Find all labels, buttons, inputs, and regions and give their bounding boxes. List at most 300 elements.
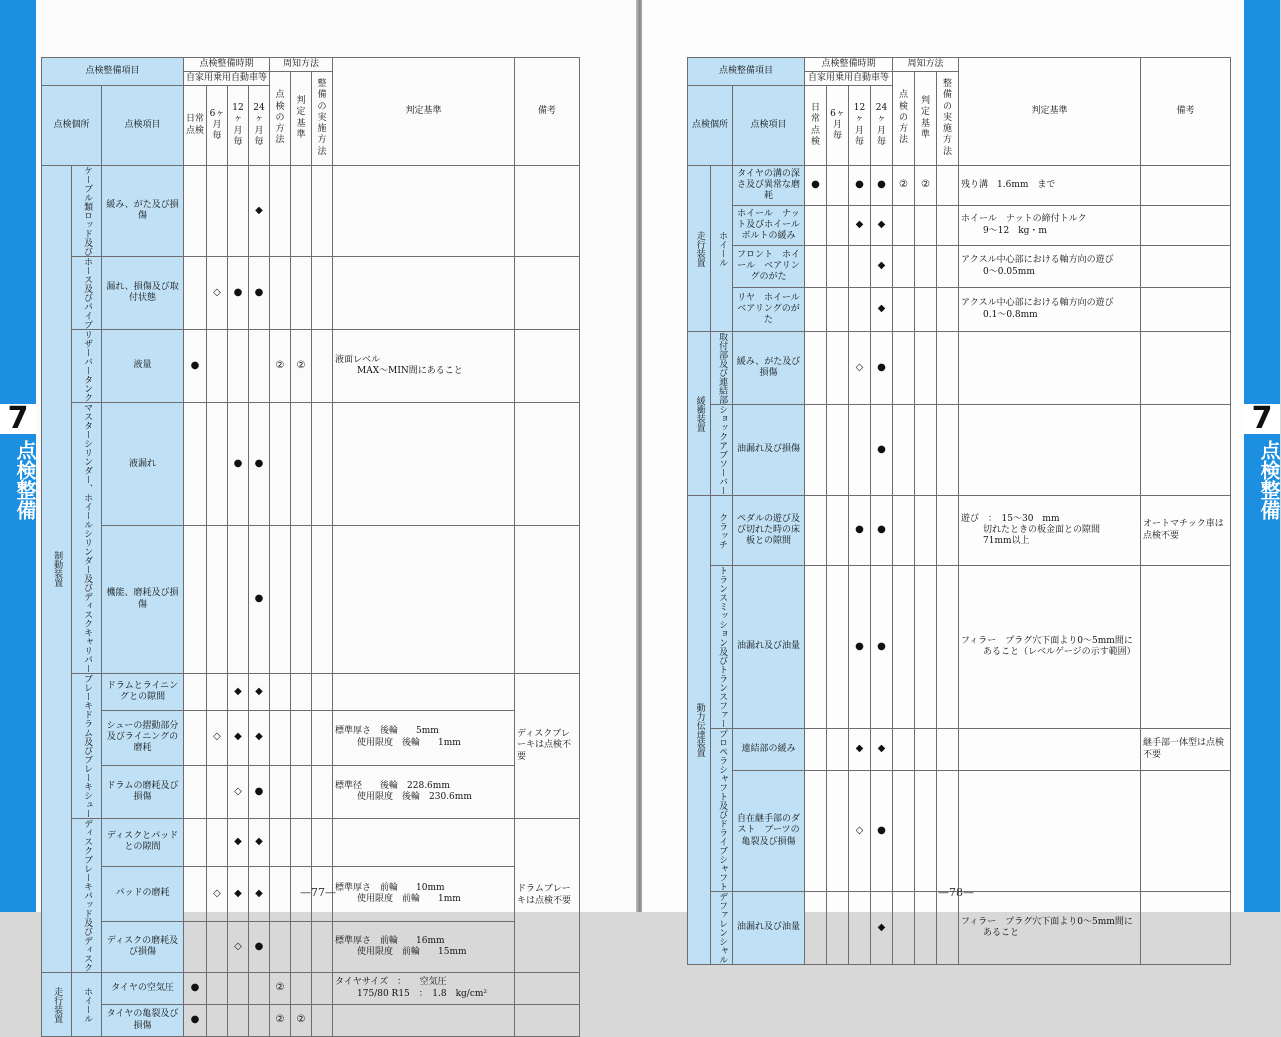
table-row	[42, 330, 580, 403]
table-row	[42, 526, 580, 674]
criteria-cell	[333, 765, 515, 818]
mark-m3	[312, 674, 333, 711]
mark-m3	[312, 765, 333, 818]
header-24months: 24ヶ月毎	[249, 86, 270, 166]
check-item: シューの摺動部分及びライニングの磨耗	[102, 710, 184, 765]
criteria-line: 標準厚さ 前輪 16mm	[335, 935, 445, 946]
mark-daily	[805, 332, 827, 405]
mark-m24: ●	[249, 921, 270, 972]
check-item: リヤ ホイール ベアリングのがた	[733, 288, 805, 332]
mark-m6	[827, 405, 849, 496]
table-row	[42, 403, 580, 526]
group-drum: ブレーキドラム及びブレーキシュー	[72, 674, 102, 819]
system-suspension: 緩衝装置	[688, 332, 711, 496]
table-row	[688, 166, 1231, 206]
system-running: 走行装置	[42, 973, 72, 1037]
mark-m24	[249, 330, 270, 403]
mark-m3	[937, 288, 959, 332]
remark-cell	[1141, 566, 1231, 729]
criteria-cell	[959, 566, 1141, 729]
mark-m24: ●	[249, 526, 270, 674]
mark-m2	[915, 288, 937, 332]
header-6months-right: 6ヶ月毎	[827, 86, 849, 166]
header-12months-right: 12ヶ月毎	[849, 86, 871, 166]
mark-m6: ◇	[207, 866, 228, 921]
mark-m2: ②	[915, 166, 937, 206]
table-row	[42, 674, 580, 711]
criteria-cell	[959, 729, 1141, 771]
mark-m12: ◆	[849, 729, 871, 771]
mark-m24: ◆	[871, 246, 893, 288]
mark-daily	[805, 496, 827, 566]
mark-m1: ②	[893, 166, 915, 206]
criteria-line: 残り溝 1.6mm まで	[961, 179, 1056, 190]
mark-m12	[228, 973, 249, 1005]
mark-m2	[915, 496, 937, 566]
check-item: タイヤの亀裂及び損傷	[102, 1005, 184, 1037]
mark-m24: ◆	[871, 892, 893, 965]
mark-m12	[228, 526, 249, 674]
mark-daily	[805, 771, 827, 892]
remark-cell	[1141, 892, 1231, 965]
mark-m1	[893, 405, 915, 496]
mark-m1	[270, 403, 291, 526]
chapter-number: 7	[0, 404, 36, 434]
header-remarks: 備考	[515, 58, 580, 166]
mark-m6	[207, 921, 228, 972]
header-criteria-method: 判定基準	[291, 72, 312, 166]
mark-m6	[827, 892, 849, 965]
mark-daily	[184, 819, 207, 867]
mark-m2	[291, 526, 312, 674]
mark-m6	[827, 566, 849, 729]
check-item: 自在継手部のダスト ブーツの亀裂及び損傷	[733, 771, 805, 892]
criteria-cell	[333, 403, 515, 526]
mark-m3	[937, 771, 959, 892]
group-transmission: トランスミッション及びトランスファー	[711, 566, 733, 729]
mark-m1	[270, 765, 291, 818]
mark-m2	[915, 892, 937, 965]
check-item: 緩み、がた及び損傷	[733, 332, 805, 405]
mark-m1	[893, 566, 915, 729]
mark-m12	[849, 892, 871, 965]
mark-m3	[937, 405, 959, 496]
mark-m12	[849, 246, 871, 288]
criteria-line: 切れたときの板金面との隙間	[983, 524, 1101, 535]
mark-m3	[312, 403, 333, 526]
mark-m3	[937, 496, 959, 566]
mark-m24: ◆	[871, 729, 893, 771]
criteria-cell	[959, 246, 1141, 288]
mark-m24	[249, 973, 270, 1005]
mark-m6	[207, 166, 228, 257]
mark-m12: ◆	[228, 866, 249, 921]
criteria-line: 使用限度 前輪 15mm	[357, 946, 467, 957]
mark-m24: ●	[871, 771, 893, 892]
header-check-item-right: 点検項目	[733, 86, 805, 166]
remark-cell	[515, 1005, 580, 1037]
mark-m3	[937, 246, 959, 288]
check-item: パッドの磨耗	[102, 866, 184, 921]
header-daily: 日常点検	[184, 86, 207, 166]
remark-cell	[515, 257, 580, 330]
criteria-cell	[333, 866, 515, 921]
mark-m2	[291, 166, 312, 257]
mark-m2	[915, 332, 937, 405]
page-number-left: —77—	[300, 886, 336, 899]
chapter-title-right: 点検整備	[1257, 440, 1281, 520]
remark-cell: ディスクブレーキは点検不要	[515, 674, 580, 819]
criteria-line: 0.1～0.8mm	[983, 309, 1038, 320]
mark-m1	[893, 496, 915, 566]
mark-m24: ◆	[871, 288, 893, 332]
remark-cell	[515, 526, 580, 674]
criteria-cell	[333, 921, 515, 972]
mark-m3	[312, 166, 333, 257]
mark-m3	[312, 330, 333, 403]
mark-m12: ◆	[849, 206, 871, 246]
mark-m3	[312, 526, 333, 674]
table-row	[42, 921, 580, 972]
table-row	[42, 1005, 580, 1037]
mark-m3	[937, 166, 959, 206]
mark-m1	[270, 526, 291, 674]
chapter-tab-right	[1244, 0, 1280, 912]
group-disc: ディスクブレーキパッド及びディスク	[72, 819, 102, 973]
mark-m12: ◇	[849, 332, 871, 405]
mark-m6	[207, 819, 228, 867]
header-item-group-right: 点検整備項目	[688, 58, 805, 86]
mark-m12: ●	[849, 566, 871, 729]
mark-m2	[915, 771, 937, 892]
header-period-group-right: 点検整備時期	[805, 58, 893, 72]
remark-cell: ドラムブレーキは点検不要	[515, 819, 580, 973]
mark-m6	[827, 771, 849, 892]
group-reservoir: リザーバータンク	[72, 330, 102, 403]
header-service-method-right: 整備の実施方法	[937, 72, 959, 166]
mark-daily	[184, 526, 207, 674]
mark-m1	[893, 206, 915, 246]
mark-m1	[893, 892, 915, 965]
mark-m12: ●	[228, 257, 249, 330]
chapter-tab-left	[0, 0, 36, 912]
mark-m1: ②	[270, 973, 291, 1005]
group-mount: 取付部及び連結部	[711, 332, 733, 405]
mark-m6	[827, 332, 849, 405]
mark-m2	[915, 206, 937, 246]
mark-m12: ◇	[849, 771, 871, 892]
mark-m2: ②	[291, 330, 312, 403]
mark-m1	[270, 866, 291, 921]
criteria-line: 9～12 kg・m	[983, 225, 1047, 236]
criteria-line: あること	[983, 928, 1020, 938]
criteria-cell	[333, 674, 515, 711]
mark-m2	[291, 674, 312, 711]
mark-daily	[184, 765, 207, 818]
mark-m12	[228, 1005, 249, 1037]
mark-daily	[184, 166, 207, 257]
criteria-cell	[959, 771, 1141, 892]
table-row	[688, 566, 1231, 729]
remark-cell	[515, 166, 580, 257]
criteria-line: 71mm以上	[983, 536, 1030, 547]
mark-m1	[270, 166, 291, 257]
table-row	[42, 166, 580, 257]
system-running-right: 走行装置	[688, 166, 711, 332]
mark-m6	[827, 246, 849, 288]
check-item: タイヤの溝の深さ及び異常な磨耗	[733, 166, 805, 206]
criteria-line: アクスル中心部における軸方向の遊び	[961, 298, 1114, 309]
group-propeller: プロペラシャフト及びドライブシャフト	[711, 729, 733, 892]
header-location: 点検個所	[42, 86, 102, 166]
header-vehicle-right: 自家用乗用自動車等	[805, 72, 893, 86]
header-12months: 12ヶ月毎	[228, 86, 249, 166]
header-criteria: 判定基準	[333, 58, 515, 166]
check-item: 油漏れ及び油量	[733, 892, 805, 965]
table-row	[42, 710, 580, 765]
group-cable: ケーブル類ロッド及び	[72, 166, 102, 257]
right-page	[642, 0, 1281, 964]
mark-m2	[915, 566, 937, 729]
mark-m1	[893, 332, 915, 405]
mark-m2: ②	[291, 1005, 312, 1037]
remark-cell	[515, 403, 580, 526]
criteria-line: 標準厚さ 前輪 10mm	[335, 882, 445, 893]
table-row	[688, 771, 1231, 892]
mark-m6: ◇	[207, 710, 228, 765]
left-page	[0, 0, 638, 1031]
check-item: ドラムとライニングとの隙間	[102, 674, 184, 711]
system-drive: 動力伝達装置	[688, 496, 711, 965]
inspection-table-right	[687, 57, 1231, 965]
criteria-cell	[959, 405, 1141, 496]
criteria-cell	[333, 330, 515, 403]
mark-m1	[270, 674, 291, 711]
mark-daily: ●	[184, 1005, 207, 1037]
table-row	[688, 206, 1231, 246]
criteria-line: 標準径 後輪 228.6mm	[335, 780, 450, 791]
check-item: 油漏れ及び油量	[733, 566, 805, 729]
criteria-line: アクスル中心部における軸方向の遊び	[961, 255, 1114, 266]
mark-m1: ②	[270, 1005, 291, 1037]
mark-m2	[915, 405, 937, 496]
group-clutch: クラッチ	[711, 496, 733, 566]
mark-m1	[270, 819, 291, 867]
mark-m6	[827, 166, 849, 206]
check-item: ディスクの磨耗及び損傷	[102, 921, 184, 972]
mark-m12: ●	[849, 496, 871, 566]
criteria-cell	[333, 526, 515, 674]
mark-m12: ◇	[228, 765, 249, 818]
table-row	[688, 288, 1231, 332]
mark-daily	[805, 729, 827, 771]
mark-m2	[291, 710, 312, 765]
remark-cell: オートマチック車は点検不要	[1141, 496, 1231, 566]
header-remarks-right: 備考	[1141, 58, 1231, 166]
criteria-line: ホイール ナットの締付トルク	[961, 214, 1087, 225]
mark-m24: ●	[871, 332, 893, 405]
criteria-cell	[959, 892, 1141, 965]
table-row	[688, 332, 1231, 405]
criteria-cell	[959, 496, 1141, 566]
mark-m6	[207, 674, 228, 711]
check-item: タイヤの空気圧	[102, 973, 184, 1005]
mark-m2	[915, 729, 937, 771]
criteria-cell	[333, 819, 515, 867]
mark-m1	[893, 729, 915, 771]
mark-m6	[207, 526, 228, 674]
remark-cell	[515, 973, 580, 1005]
check-item: 漏れ、損傷及び取付状態	[102, 257, 184, 330]
header-6months: 6ヶ月毎	[207, 86, 228, 166]
mark-m6	[207, 765, 228, 818]
mark-m3	[312, 973, 333, 1005]
check-item: フロント ホイール ベアリングのがた	[733, 246, 805, 288]
header-daily-right: 日常点検	[805, 86, 827, 166]
table-row	[688, 405, 1231, 496]
mark-m24: ◆	[249, 866, 270, 921]
mark-m3	[312, 921, 333, 972]
header-check-item: 点検項目	[102, 86, 184, 166]
header-method-group: 周知方法	[270, 58, 333, 72]
criteria-cell	[959, 206, 1141, 246]
mark-m1	[270, 710, 291, 765]
header-vehicle: 自家用乗用自動車等	[184, 72, 270, 86]
header-inspect-method-right: 点検の方法	[893, 72, 915, 166]
group-hose: ホース及びパイプ	[72, 257, 102, 330]
mark-m24: ●	[249, 403, 270, 526]
mark-m1	[270, 921, 291, 972]
criteria-cell	[333, 710, 515, 765]
check-item: ペダルの遊び及び切れた時の床板との隙間	[733, 496, 805, 566]
mark-m2	[291, 819, 312, 867]
mark-daily: ●	[184, 330, 207, 403]
mark-daily	[184, 257, 207, 330]
mark-m6	[827, 206, 849, 246]
check-item: 連結部の緩み	[733, 729, 805, 771]
criteria-cell	[333, 973, 515, 1005]
criteria-line: MAX～MIN間にあること	[357, 366, 463, 376]
mark-m3	[312, 257, 333, 330]
criteria-line: 使用限度 後輪 1mm	[357, 737, 461, 748]
header-method-group-right: 周知方法	[893, 58, 959, 72]
mark-daily	[805, 246, 827, 288]
mark-m24: ◆	[249, 710, 270, 765]
criteria-line: フィラー プラグ穴下面より0～5mm間に	[961, 635, 1133, 646]
table-row	[42, 257, 580, 330]
remark-cell	[1141, 246, 1231, 288]
criteria-cell	[333, 1005, 515, 1037]
group-diff: デファレンシャル	[711, 892, 733, 965]
mark-daily	[805, 566, 827, 729]
mark-daily: ●	[805, 166, 827, 206]
mark-m3	[312, 710, 333, 765]
criteria-cell	[959, 166, 1141, 206]
remark-cell	[1141, 332, 1231, 405]
header-period-group: 点検整備時期	[184, 58, 270, 72]
criteria-cell	[959, 332, 1141, 405]
remark-cell	[1141, 288, 1231, 332]
check-item: ホイール ナット及びホイールボルトの緩み	[733, 206, 805, 246]
mark-m3	[937, 566, 959, 729]
mark-m12	[228, 166, 249, 257]
check-item: 緩み、がた及び損傷	[102, 166, 184, 257]
criteria-line: タイヤサイズ ： 空気圧	[335, 977, 447, 988]
mark-daily	[184, 674, 207, 711]
mark-m2	[291, 973, 312, 1005]
mark-m1	[270, 257, 291, 330]
mark-m3	[312, 819, 333, 867]
mark-m12: ◆	[228, 674, 249, 711]
mark-m3	[312, 1005, 333, 1037]
table-row	[688, 246, 1231, 288]
criteria-line: 遊び ： 15～30 mm	[961, 513, 1060, 524]
mark-m12: ●	[228, 403, 249, 526]
mark-m12: ●	[849, 166, 871, 206]
mark-m2	[291, 403, 312, 526]
mark-m1	[893, 288, 915, 332]
group-wheel-right: ホイール	[711, 166, 733, 332]
criteria-cell	[333, 166, 515, 257]
table-row	[688, 729, 1231, 771]
check-item: 機能、磨耗及び損傷	[102, 526, 184, 674]
table-row	[42, 819, 580, 867]
mark-m3	[937, 206, 959, 246]
mark-m12: ◆	[228, 819, 249, 867]
chapter-title: 点検整備	[13, 440, 37, 520]
mark-m24: ●	[871, 496, 893, 566]
system-brake: 制動装置	[42, 166, 72, 973]
mark-m6	[207, 403, 228, 526]
header-item-group: 点検整備項目	[42, 58, 184, 86]
mark-m6	[827, 729, 849, 771]
mark-m24: ●	[249, 257, 270, 330]
mark-m1	[893, 771, 915, 892]
page-number-right: —78—	[938, 886, 974, 899]
remark-cell	[515, 330, 580, 403]
criteria-line: 0～0.05mm	[983, 266, 1035, 277]
check-item: ディスクとパッドとの隙間	[102, 819, 184, 867]
mark-daily: ●	[184, 973, 207, 1005]
mark-daily	[184, 921, 207, 972]
group-master: マスターシリンダー、ホイールシリンダー及びディスクキャリパー	[72, 403, 102, 674]
mark-m6	[207, 973, 228, 1005]
check-item: 液漏れ	[102, 403, 184, 526]
mark-m3	[937, 332, 959, 405]
mark-m24: ●	[871, 405, 893, 496]
mark-m24: ◆	[249, 674, 270, 711]
header-24months-right: 24ヶ月毎	[871, 86, 893, 166]
mark-m3	[937, 729, 959, 771]
criteria-line: あること（レベルゲージの示す範囲）	[983, 647, 1136, 657]
mark-m6	[827, 288, 849, 332]
criteria-line: 液面レベル	[335, 354, 381, 365]
mark-m6	[827, 496, 849, 566]
criteria-line: 使用限度 前輪 1mm	[357, 893, 461, 904]
header-service-method: 整備の実施方法	[312, 72, 333, 166]
mark-m24: ◆	[249, 166, 270, 257]
mark-m1	[893, 246, 915, 288]
remark-cell	[1141, 405, 1231, 496]
table-row	[688, 496, 1231, 566]
mark-daily	[184, 403, 207, 526]
header-criteria-right: 判定基準	[959, 58, 1141, 166]
mark-m24: ●	[871, 166, 893, 206]
mark-m12: ◆	[228, 710, 249, 765]
group-wheel: ホイール	[72, 973, 102, 1037]
mark-daily	[805, 405, 827, 496]
chapter-number-right: 7	[1244, 404, 1280, 434]
